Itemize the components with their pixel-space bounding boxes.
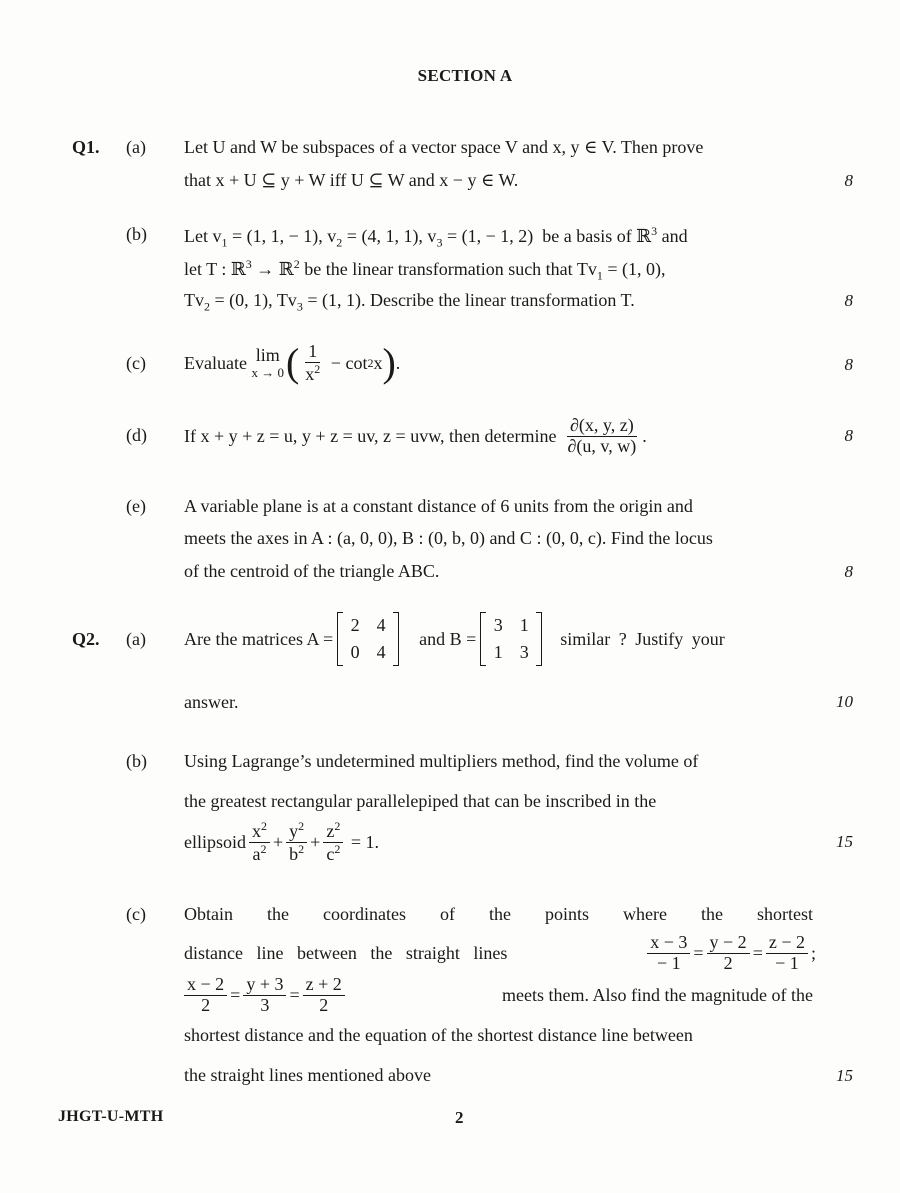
matrix-a-cell: 2 [350,615,360,635]
q2c-word: points [544,904,589,924]
q1c-prefix: Evaluate [184,352,247,373]
ellipsoid-term-x: $\frac{x^2}{a^2}$ [249,820,270,865]
q2a-prefix: Are the matrices A = [184,628,334,649]
q2c-marks: 15 [836,1066,853,1085]
ellipsoid-term-y: $\frac{y^2}{b^2}$ [286,820,307,865]
page-title: SECTION A [417,66,513,85]
matrix-b-cell: 1 [519,615,529,635]
matrix-b-cell: 1 [493,642,503,662]
q2c-word: the [700,904,723,924]
q2c-word: Obtain [184,904,233,924]
matrix-a [337,613,399,665]
q1b-line1: Let $v_1 = (1$, 1, − 1), $v_2 = (4$, 1, 1), $v_3 = (1$, − 1, 2) be a basis of ℝ$^3$ and [184,224,688,250]
q1b-line3-text: Describe the linear transformation T. [369,290,635,310]
q2c-line3-suffix: meets them. Also find the magnitude of the [502,984,813,1005]
footer-page-number: 2 [455,1108,464,1127]
q1e-line3: of the centroid of the triangle ABC. [184,561,440,581]
matrix-a-cell: 0 [350,642,360,662]
q1c-expression: Evaluate lim x → 0 ( $\frac{1}{x^2}$ − cot 2 x ) . [184,340,401,385]
q2c-word: the [488,904,511,924]
q2b-line2: the greatest rectangular parallelepiped that can be inscribed in the [184,791,657,811]
q2c-word: shortest [756,904,813,924]
q1a-line1: Let U and W be subspaces of a vector space V and x, y ∈ V. Then prove [184,137,704,157]
matrix-a-cell: 4 [376,615,386,635]
limit-operator [251,346,284,380]
ellipsoid-term-z: $\frac{z^2}{c^2}$ [323,820,343,865]
q1b-line3: $Tv_2 = (0$, 1), $Tv_3 = (1$, 1). Describe the linear transformation T. [184,290,635,314]
q2c-line1 [184,904,813,925]
q1b-marks: 8 [844,291,853,310]
question-number-q1: Q1. [72,137,100,157]
limit-subscript: x → 0 [251,364,284,380]
q1e-line2: meets the axes in A : (a, 0, 0), B : (0, b, 0) and C : (0, 0, c). Find the locus [184,528,713,548]
q2a-middle: and B = [419,628,477,649]
q2c-line5: the straight lines mentioned above [184,1065,431,1085]
q2c-word: coordinates [323,904,406,924]
matrix-b-cell: 3 [493,615,503,635]
q2c-word: of [439,904,455,924]
fraction-one-over-x2: $\frac{1}{x^2}$ [305,340,321,384]
q2c-line3 [184,970,813,1020]
q2a-label: (a) [126,629,146,649]
q1b-line2: let T : ℝ$^3$ → ℝ$^2$ be the linear transformation such that $Tv_1 = (1$, 0), [184,257,666,283]
matrix-b [480,613,542,665]
jacobian-numerator: ∂(x, y, z) [567,416,637,437]
q1e-line1: A variable plane is at a constant distance of 6 units from the origin and [184,496,693,516]
q2b-line1: Using Lagrange’s undetermined multipliers method, find the volume of [184,751,699,771]
jacobian-denominator: ∂(u, v, w) [567,435,637,456]
right-paren: ) [382,340,396,385]
q2c-line4: shortest distance and the equation of the shortest distance line between [184,1025,693,1045]
q1e-marks: 8 [844,562,853,581]
matrix-a-cell: 4 [376,642,386,662]
q1a-line2: that x + U ⊆ y + W iff U ⊆ W and x − y ∈ W. [184,170,519,190]
q2a-suffix: similar ? Justify your [560,628,725,649]
q2c-label: (c) [126,904,146,924]
q2b-line3: ellipsoid $\frac{x^2}{a^2}$ + $\frac{y^2}{b^2}$ + $\frac{z^2}{c^2}$ = 1. [184,818,379,864]
q1b-label: (b) [126,224,147,244]
q1a-marks: 8 [844,171,853,190]
q1d-expression: If x + y + z = u, y + z = uv, z = uvw, then determine $\frac{\partial(x, y, z)}{\partial(u, v, w)}$ . [184,414,647,456]
jacobian-fraction [564,416,639,457]
q1c-marks: 8 [844,355,853,374]
q1e-label: (e) [126,496,146,516]
q2c-word: the [267,904,289,924]
q1d-label: (d) [126,425,147,445]
matrix-b-cell: 3 [519,642,529,662]
line2-equation: $\frac{x - 2}{2}$ = $\frac{y + 3}{3}$ = $\frac{z + 2}{2}$ [184,975,348,1016]
q2a-expression [184,609,824,669]
q2c-line2-prefix: distance line between the straight lines [184,942,508,963]
q2b-prefix: ellipsoid [184,831,246,852]
footer-paper-code: JHGT-U-MTH [58,1108,164,1125]
q1a-label: (a) [126,137,146,157]
q1c-label: (c) [126,353,146,373]
q2b-label: (b) [126,751,147,771]
left-paren: ( [285,340,300,385]
q1d-marks: 8 [844,426,853,445]
q2c-word: where [622,904,667,924]
q2a-marks: 10 [836,692,853,711]
line1-equation: $\frac{x - 3}{- 1}$ = $\frac{y - 2}{2}$ = $\frac{z - 2}{- 1}$ ; [644,933,816,974]
limit-symbol: lim [255,344,280,365]
q2a-line2: answer. [184,692,239,712]
question-number-q2: Q2. [72,629,100,649]
q1d-prefix: If x + y + z = u, y + z = uv, z = uvw, then determine [184,425,557,446]
q2b-marks: 15 [836,832,853,851]
